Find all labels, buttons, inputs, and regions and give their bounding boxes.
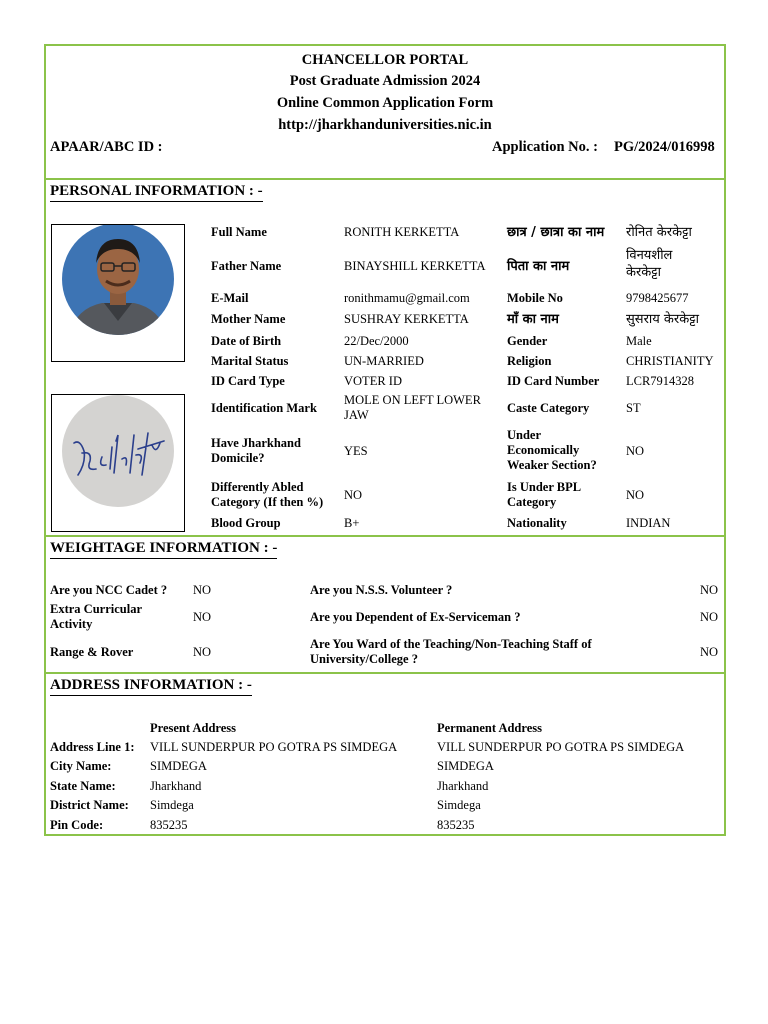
id-mark-value: MOLE ON LEFT LOWER JAW [344,393,481,422]
caste-value: ST [626,401,641,415]
mobile-value: 9798425677 [626,291,689,305]
range-rover-label: Range & Rover [50,645,134,659]
student-name-hindi-value: रोनित केरकेट्टा [626,225,692,240]
blood-group-value: B+ [344,516,360,530]
id-type-value: VOTER ID [344,374,402,388]
present-district: Simdega [150,798,194,812]
application-form [44,44,726,836]
ex-serviceman-value: NO [700,610,719,624]
permanent-pin-code: 835235 [437,818,475,832]
pin-code-label: Pin Code: [50,818,104,832]
application-label: Application No. : [492,139,598,155]
ews-value: NO [626,444,645,458]
present-city: SIMDEGA [150,759,207,773]
present-address-heading: Present Address [150,721,236,735]
city-label: City Name: [50,759,112,773]
mother-name-hindi-label: माँ का नाम [507,312,559,327]
signature-image [52,395,184,531]
permanent-state: Jharkhand [437,779,489,793]
nss-label: Are you N.S.S. Volunteer ? [310,583,453,597]
student-photo [52,225,184,361]
form-header [46,46,724,180]
staff-ward-label: Are You Ward of the Teaching/Non-Teaching Staff of University/College ? [310,637,592,666]
mobile-label: Mobile No [507,291,563,305]
full-name-label: Full Name [211,225,267,239]
id-type-label: ID Card Type [211,374,285,388]
marital-status-value: UN-MARRIED [344,354,424,368]
religion-value: CHRISTIANITY [626,354,714,368]
application-number: PG/2024/016998 [614,139,715,155]
ews-label: Under Economically Weaker Section? [507,428,597,472]
mother-name-value: SUSHRAY KERKETTA [344,312,469,326]
gender-value: Male [626,334,652,348]
weightage-section [46,537,724,674]
id-number-label: ID Card Number [507,374,600,388]
differently-abled-label: Differently Abled Category (If then %) [211,480,324,509]
id-mark-label: Identification Mark [211,401,317,415]
personal-title: PERSONAL INFORMATION : - [50,183,263,202]
nationality-label: Nationality [507,516,567,530]
form-title: Online Common Application Form [276,95,494,111]
present-address-line1: VILL SUNDERPUR PO GOTRA PS SIMDEGA [150,740,398,754]
dob-label: Date of Birth [211,334,282,348]
permanent-city: SIMDEGA [437,759,494,773]
full-name-value: RONITH KERKETTA [344,225,460,239]
blood-group-label: Blood Group [211,516,281,530]
marital-status-label: Marital Status [211,354,289,368]
permanent-district: Simdega [437,798,481,812]
ncc-value: NO [193,583,212,597]
photo-box [51,224,185,362]
weightage-title: WEIGHTAGE INFORMATION : - [50,540,277,559]
personal-section [46,180,724,537]
nss-value: NO [700,583,719,597]
id-number-value: LCR7914328 [626,374,695,388]
nationality-value: INDIAN [626,516,671,530]
ex-serviceman-label: Are you Dependent of Ex-Serviceman ? [310,610,521,624]
student-name-hindi-label: छात्र / छात्रा का नाम [507,225,605,240]
email-label: E-Mail [211,291,249,305]
dob-value: 22/Dec/2000 [344,334,409,348]
email-value: ronithmamu@gmail.com [344,291,470,305]
mother-name-label: Mother Name [211,312,286,326]
present-pin-code: 835235 [150,818,188,832]
domicile-value: YES [344,444,368,458]
caste-label: Caste Category [507,401,590,415]
extra-curricular-label: Extra Curricular Activity [50,602,142,631]
address-section [46,674,724,834]
portal-url: http://jharkhanduniversities.nic.in [278,117,492,133]
gender-label: Gender [507,334,548,348]
permanent-address-line1: VILL SUNDERPUR PO GOTRA PS SIMDEGA [437,740,685,754]
district-label: District Name: [50,798,129,812]
signature-box [51,394,185,532]
father-name-value: BINAYSHILL KERKETTA [344,259,486,273]
father-name-hindi-label: पिता का नाम [507,259,570,274]
differently-abled-value: NO [344,488,363,502]
admission-title: Post Graduate Admission 2024 [289,73,481,89]
domicile-label: Have Jharkhand Domicile? [211,436,301,465]
apaar-label: APAAR/ABC ID : [50,139,163,155]
address-line1-label: Address Line 1: [50,740,135,754]
extra-curricular-value: NO [193,610,212,624]
bpl-value: NO [626,488,645,502]
father-name-label: Father Name [211,259,282,273]
religion-label: Religion [507,354,552,368]
state-label: State Name: [50,779,116,793]
permanent-address-heading: Permanent Address [437,721,542,735]
mother-name-hindi-value: सुसराय केरकेट्टा [626,312,699,327]
staff-ward-value: NO [700,645,719,659]
father-name-hindi-value: विनयशील केरकेट्टा [626,248,673,280]
ncc-label: Are you NCC Cadet ? [50,583,168,597]
range-rover-value: NO [193,645,212,659]
address-title: ADDRESS INFORMATION : - [50,677,252,696]
portal-title: CHANCELLOR PORTAL [301,52,469,68]
bpl-label: Is Under BPL Category [507,480,581,509]
present-state: Jharkhand [150,779,202,793]
